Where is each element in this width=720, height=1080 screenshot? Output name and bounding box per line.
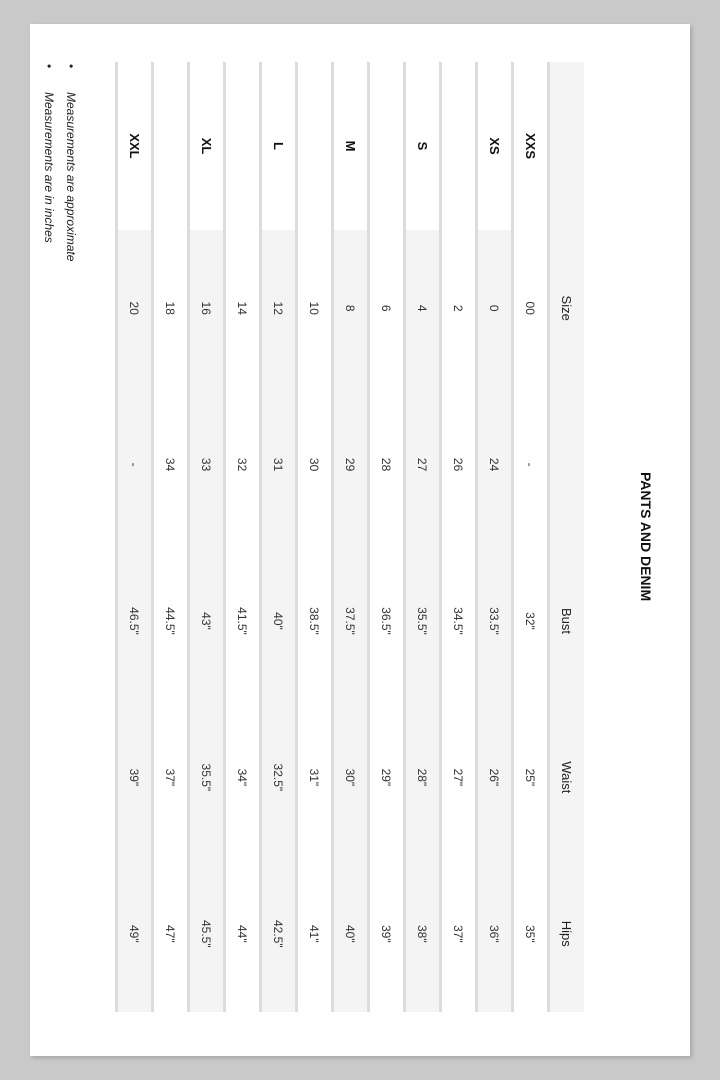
page-title: PANTS AND DENIM	[638, 472, 654, 602]
rotated-content	[30, 24, 690, 1056]
cell-extra: 39"	[369, 856, 405, 1012]
cell-extra: 40"	[333, 856, 369, 1012]
cell-size: 00	[513, 230, 549, 386]
cell-size: 2	[441, 230, 477, 386]
cell-size: 10	[297, 230, 333, 386]
cell-waist: 35.5"	[405, 543, 441, 699]
cell-hips: 37"	[153, 699, 189, 855]
cell-size: 6	[369, 230, 405, 386]
size-label: XL	[189, 62, 225, 230]
cell-waist: 33.5"	[477, 543, 513, 699]
cell-waist: 43"	[189, 543, 225, 699]
cell-waist: 34.5"	[441, 543, 477, 699]
cell-bust: 32	[225, 386, 261, 542]
cell-bust: 33	[189, 386, 225, 542]
cell-bust: 27	[405, 386, 441, 542]
cell-waist: 41.5"	[225, 543, 261, 699]
size-chart-table	[115, 62, 584, 1012]
cell-waist: 44.5"	[153, 543, 189, 699]
table-row	[405, 62, 441, 1012]
note-item: • Measurements are in inches	[42, 64, 56, 243]
cell-bust: 28	[369, 386, 405, 542]
cell-extra: 42.5"	[261, 856, 297, 1012]
table-row	[297, 62, 333, 1012]
table-row	[261, 62, 297, 1012]
cell-extra: 35"	[513, 856, 549, 1012]
cell-waist: 37.5"	[333, 543, 369, 699]
size-label: XXL	[117, 62, 153, 230]
cell-extra: 38"	[405, 856, 441, 1012]
cell-size: 12	[261, 230, 297, 386]
notes-list	[38, 64, 82, 262]
table-row	[369, 62, 405, 1012]
cell-size: 8	[333, 230, 369, 386]
size-label	[225, 62, 261, 230]
cell-hips: 27"	[441, 699, 477, 855]
header-size: Size	[549, 230, 585, 386]
cell-hips: 29"	[369, 699, 405, 855]
cell-bust: 29	[333, 386, 369, 542]
table-row	[189, 62, 225, 1012]
header-blank	[549, 62, 585, 230]
cell-extra: 47"	[153, 856, 189, 1012]
table-row	[513, 62, 549, 1012]
cell-extra: 49"	[117, 856, 153, 1012]
cell-hips: 35.5"	[189, 699, 225, 855]
cell-bust: 31	[261, 386, 297, 542]
cell-extra: 37"	[441, 856, 477, 1012]
cell-waist: 38.5"	[297, 543, 333, 699]
size-label	[369, 62, 405, 230]
table-row	[441, 62, 477, 1012]
cell-hips: 26"	[477, 699, 513, 855]
cell-bust: -	[117, 386, 153, 542]
cell-hips: 34"	[225, 699, 261, 855]
size-label: M	[333, 62, 369, 230]
table-row	[477, 62, 513, 1012]
cell-bust: 24	[477, 386, 513, 542]
size-label	[297, 62, 333, 230]
cell-bust: 30	[297, 386, 333, 542]
cell-waist: 46.5"	[117, 543, 153, 699]
table-row	[153, 62, 189, 1012]
cell-waist: 40"	[261, 543, 297, 699]
cell-hips: 39"	[117, 699, 153, 855]
cell-size: 16	[189, 230, 225, 386]
cell-bust: -	[513, 386, 549, 542]
cell-hips: 25"	[513, 699, 549, 855]
cell-extra: 44"	[225, 856, 261, 1012]
cell-size: 4	[405, 230, 441, 386]
size-label: S	[405, 62, 441, 230]
cell-size: 18	[153, 230, 189, 386]
cell-size: 14	[225, 230, 261, 386]
size-label: XS	[477, 62, 513, 230]
cell-hips: 32.5"	[261, 699, 297, 855]
cell-bust: 26	[441, 386, 477, 542]
cell-waist: 32"	[513, 543, 549, 699]
cell-extra: 41"	[297, 856, 333, 1012]
table-row	[333, 62, 369, 1012]
cell-extra: 36"	[477, 856, 513, 1012]
cell-extra: 45.5"	[189, 856, 225, 1012]
cell-size: 20	[117, 230, 153, 386]
size-label	[153, 62, 189, 230]
cell-hips: 30"	[333, 699, 369, 855]
note-item: • Measurements are approximate	[64, 64, 78, 262]
header-blank-2	[549, 386, 585, 542]
size-label	[441, 62, 477, 230]
size-label: L	[261, 62, 297, 230]
table-header-row	[549, 62, 585, 1012]
cell-hips: 28"	[405, 699, 441, 855]
table-row	[225, 62, 261, 1012]
cell-bust: 34	[153, 386, 189, 542]
header-bust: Bust	[549, 543, 585, 699]
header-hips: Hips	[549, 856, 585, 1012]
header-waist: Waist	[549, 699, 585, 855]
cell-hips: 31"	[297, 699, 333, 855]
cell-waist: 36.5"	[369, 543, 405, 699]
table-row	[117, 62, 153, 1012]
size-label: XXS	[513, 62, 549, 230]
cell-size: 0	[477, 230, 513, 386]
